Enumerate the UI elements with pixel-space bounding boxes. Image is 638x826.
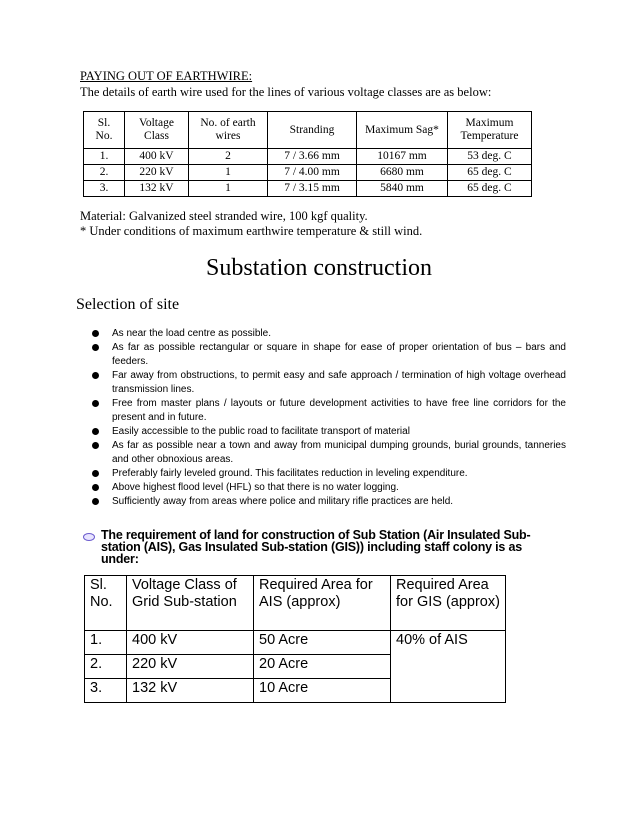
- list-item: [92, 495, 566, 509]
- table-cell: 6680 mm: [357, 165, 448, 181]
- table-cell: 1: [189, 165, 268, 181]
- table-cell: 132 kV: [125, 181, 189, 197]
- bullet-icon: [92, 484, 99, 491]
- list-item: [92, 481, 566, 495]
- table-row: [84, 165, 532, 181]
- table-cell: 400 kV: [127, 631, 254, 655]
- bullet-icon: [92, 344, 99, 351]
- table-cell: 7 / 3.15 mm: [268, 181, 357, 197]
- table-cell: 1.: [85, 631, 127, 655]
- table-cell: 2: [189, 149, 268, 165]
- table-cell: 220 kV: [125, 165, 189, 181]
- list-item-text: As near the load centre as possible.: [112, 328, 271, 339]
- table-cell: 65 deg. C: [448, 165, 532, 181]
- header-area-ais: Required Area for AIS (approx): [254, 576, 391, 631]
- table-cell: 132 kV: [127, 679, 254, 703]
- bullet-icon: [92, 372, 99, 379]
- table-cell: 3.: [85, 679, 127, 703]
- list-item: [92, 467, 566, 481]
- table-cell: 220 kV: [127, 655, 254, 679]
- bullet-icon: [92, 428, 99, 435]
- table-cell: 2.: [84, 165, 125, 181]
- earthwire-table: [83, 111, 532, 197]
- table-row: [84, 181, 532, 197]
- table-cell: 1: [189, 181, 268, 197]
- list-item-text: Sufficiently away from areas where police and military rifle practices are held.: [112, 496, 454, 507]
- table-cell: 2.: [85, 655, 127, 679]
- table-cell: 7 / 4.00 mm: [268, 165, 357, 181]
- list-item: [92, 327, 566, 341]
- bullet-icon: [92, 498, 99, 505]
- list-item-text: Easily accessible to the public road to facilitate transport of material: [112, 426, 410, 437]
- land-requirement-table: [84, 575, 506, 703]
- header-no-earth-wires: No. of earth wires: [189, 112, 268, 149]
- table-cell: 5840 mm: [357, 181, 448, 197]
- header-sl-no: Sl. No.: [85, 576, 127, 631]
- header-sl-no: Sl. No.: [84, 112, 125, 149]
- section-heading: Selection of site: [76, 296, 180, 313]
- list-item-text: Above highest flood level (HFL) so that there is no water logging.: [112, 482, 399, 493]
- header-voltage-class: Voltage Class of Grid Sub-station: [127, 576, 254, 631]
- table-row: [85, 631, 506, 655]
- bullet-icon: [92, 442, 99, 449]
- table-row: [84, 149, 532, 165]
- header-voltage-class: Voltage Class: [125, 112, 189, 149]
- oval-bullet-icon: [83, 533, 95, 541]
- table-header-row: [84, 112, 532, 149]
- header-maximum-sag: Maximum Sag*: [357, 112, 448, 149]
- table-cell: 10167 mm: [357, 149, 448, 165]
- page-title: Substation construction: [206, 255, 432, 281]
- table-cell: 1.: [84, 149, 125, 165]
- table-cell: 10 Acre: [254, 679, 391, 703]
- bullet-icon: [92, 470, 99, 477]
- land-intro-text: The requirement of land for construction of Sub Station (Air Insulated Sub-station (AIS), Gas Insulated Sub-station (GIS)) including staff colony is as under:: [101, 528, 531, 566]
- site-criteria-list: [92, 327, 566, 509]
- list-item-text: Free from master plans / layouts or future development activities to have free line corridors for the present and in future.: [112, 398, 566, 423]
- list-item-text: Far away from obstructions, to permit easy and safe approach / termination of high voltage overhead transmission lines.: [112, 370, 566, 395]
- list-item-text: As far as possible rectangular or square in shape for ease of proper orientation of bus – bars and feeders.: [112, 342, 566, 367]
- bullet-icon: [92, 400, 99, 407]
- header-stranding: Stranding: [268, 112, 357, 149]
- list-item: [92, 341, 566, 369]
- list-item: [92, 397, 566, 425]
- table-cell: 65 deg. C: [448, 181, 532, 197]
- list-item-text: Preferably fairly leveled ground. This facilitates reduction in leveling expenditure.: [112, 468, 468, 479]
- list-item-text: As far as possible near a town and away from municipal dumping grounds, burial grounds, tanneries and other obnoxious areas.: [112, 440, 566, 465]
- table-cell: 53 deg. C: [448, 149, 532, 165]
- header-maximum-temperature: Maximum Temperature: [448, 112, 532, 149]
- table-cell: 3.: [84, 181, 125, 197]
- earthwire-intro: The details of earth wire used for the lines of various voltage classes are as below:: [80, 85, 492, 99]
- gis-area-cell: 40% of AIS: [391, 631, 506, 703]
- earthwire-heading: PAYING OUT OF EARTHWIRE:: [80, 69, 253, 83]
- list-item: [92, 439, 566, 467]
- list-item: [92, 425, 566, 439]
- list-item: [92, 369, 566, 397]
- table-header-row: [85, 576, 506, 631]
- earthwire-material: Material: Galvanized steel stranded wire, 100 kgf quality.: [80, 209, 368, 223]
- header-area-gis: Required Area for GIS (approx): [391, 576, 506, 631]
- bullet-icon: [92, 330, 99, 337]
- table-cell: 20 Acre: [254, 655, 391, 679]
- table-cell: 50 Acre: [254, 631, 391, 655]
- table-cell: 7 / 3.66 mm: [268, 149, 357, 165]
- table-cell: 400 kV: [125, 149, 189, 165]
- earthwire-footnote: * Under conditions of maximum earthwire temperature & still wind.: [80, 224, 423, 238]
